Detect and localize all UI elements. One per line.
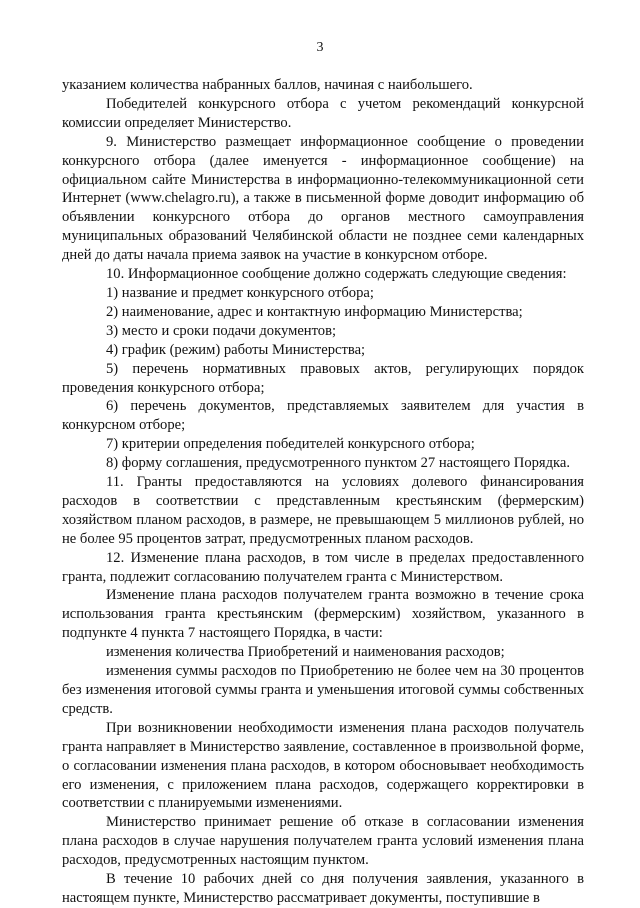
paragraph: Победителей конкурсного отбора с учетом рекомендаций конкурсной комиссии определяет Министерство. bbox=[62, 95, 584, 131]
paragraph: При возникновении необходимости изменения плана расходов получатель гранта направляет в Министерство заявление, составленное в произвольной форме, о согласовании изменения плана расходов, в котором обосновывает необходимость его изменения, с приложением плана расходов, содержащего корректировки в соответствии с планируемыми изменениями. bbox=[62, 719, 584, 812]
list-item: 2) наименование, адрес и контактную информацию Министерства; bbox=[106, 303, 523, 320]
list-item: 6) перечень документов, представляемых заявителем для участия в конкурсном отборе; bbox=[62, 398, 584, 434]
list-item: 3) место и сроки подачи документов; bbox=[106, 322, 337, 339]
paragraph: изменения суммы расходов по Приобретению не более чем на 30 процентов без изменения итоговой суммы гранта и уменьшения итоговой суммы собственных средств. bbox=[62, 663, 584, 717]
paragraph: В течение 10 рабочих дней со дня получения заявления, указанного в настоящем пункте, Министерство рассматривает документы, поступившие в bbox=[62, 871, 584, 906]
document-body bbox=[62, 76, 584, 908]
list-item: 5) перечень нормативных правовых актов, регулирующих порядок проведения конкурсного отбора; bbox=[62, 360, 584, 396]
list-item: 8) форму соглашения, предусмотренного пунктом 27 настоящего Порядка. bbox=[106, 455, 571, 472]
paragraph: 11. Гранты предоставляются на условиях долевого финансирования расходов в соответствии с представленным крестьянским (фермерским) хозяйством планом расходов, в размере, не превышающем 5 миллионов рублей, но не более 95 процентов затрат, предусмотренных планом расходов. bbox=[62, 474, 584, 547]
list-item: 4) график (режим) работы Министерства; bbox=[106, 341, 366, 358]
paragraph: 12. Изменение плана расходов, в том числе в пределах предоставленного гранта, подлежит согласованию получателем гранта с Министерством. bbox=[62, 549, 584, 585]
paragraph: Министерство принимает решение об отказе в согласовании изменения плана расходов в случае нарушения получателем гранта условий изменения плана расходов, предусмотренных настоящим пунктом. bbox=[62, 814, 584, 869]
paragraph: 10. Информационное сообщение должно содержать следующие сведения: bbox=[106, 266, 567, 283]
list-item: 7) критерии определения победителей конкурсного отбора; bbox=[106, 436, 475, 453]
list-item: 1) название и предмет конкурсного отбора; bbox=[106, 284, 374, 301]
paragraph: изменения количества Приобретений и наименования расходов; bbox=[106, 644, 505, 661]
page-number: 3 bbox=[316, 40, 324, 55]
paragraph: указанием количества набранных баллов, начиная с наибольшего. bbox=[62, 77, 473, 93]
paragraph: 9. Министерство размещает информационное сообщение о проведении конкурсного отбора (далее именуется - информационное сообщение) на официальном сайте Министерства в информационно-телекоммуникационной сети Интернет (www.chelagro.ru), а также в письменной форме доводит информацию об объявлении конкурсного отбора до органов местного самоуправления муниципальных образований Челябинской области не позднее семи календарных дней до даты начала приема заявок на участие в конкурсном отборе. bbox=[62, 133, 584, 264]
paragraph: Изменение плана расходов получателем гранта возможно в течение срока использования гранта крестьянским (фермерским) хозяйством, указанного в подпункте 4 пункта 7 настоящего Порядка, в части: bbox=[62, 587, 584, 642]
